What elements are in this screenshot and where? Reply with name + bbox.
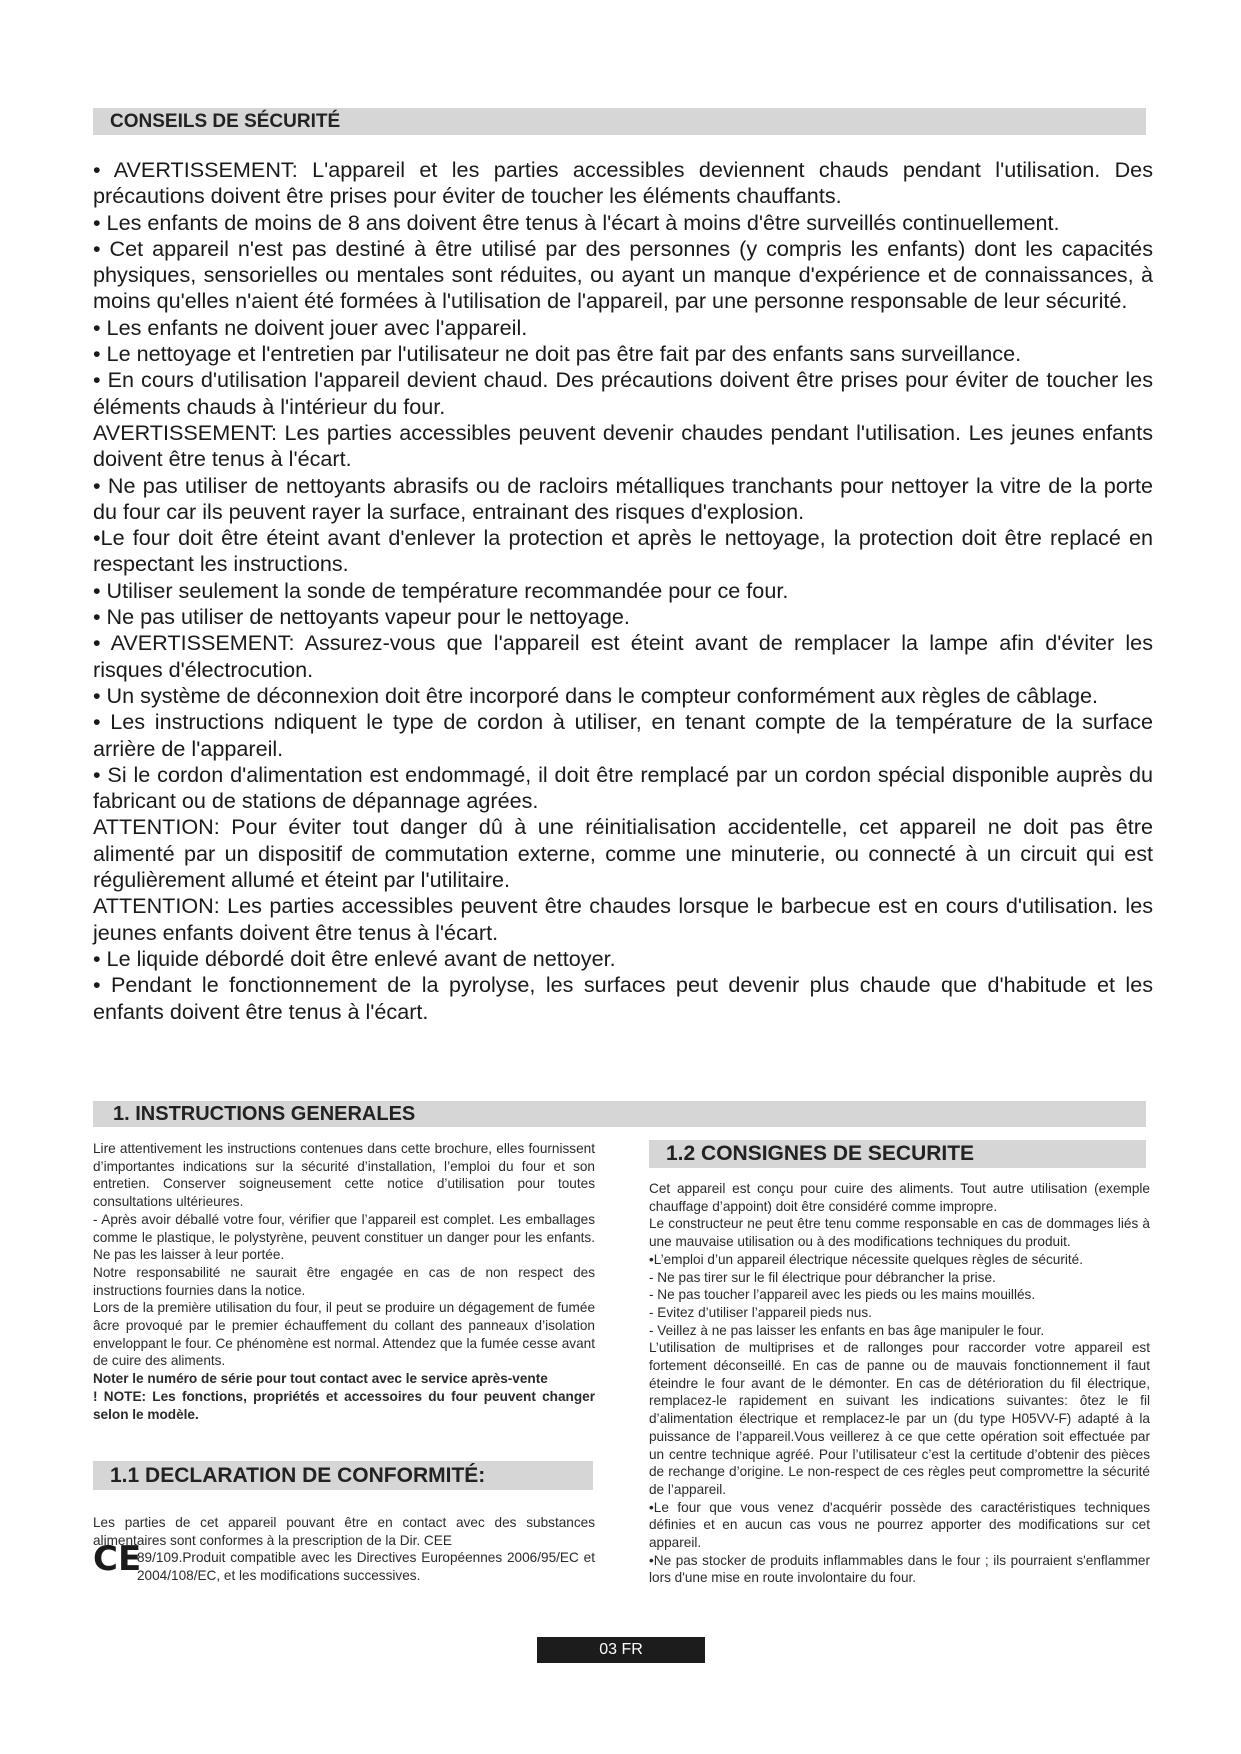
general-paragraph: Notre responsabilité ne saurait être engagée en cas de non respect des instructions fournies dans la notice. [93, 1264, 595, 1298]
safety-paragraph: • En cours d'utilisation l'appareil devient chaud. Des précautions doivent être prises pour éviter de toucher les éléments chauds à l'intérieur du four. [93, 367, 1153, 419]
safety-paragraph: • Le nettoyage et l'entretien par l'utilisateur ne doit pas être fait par des enfants sans surveillance. [93, 341, 1022, 367]
consignes-paragraph: •Le four que vous venez d'acquérir possède des caractéristiques techniques définies et en aucun cas vous ne pourrez apporter des modifications sur cet appareil. [649, 1499, 1150, 1551]
safety-paragraph: ATTENTION: Pour éviter tout danger dû à une réinitialisation accidentelle, cet appareil ne doit pas être alimenté par un dispositif de commutation externe, comme une minuterie, ou connecté à un circuit qui est régulièrement allumé et éteint par l'utilitaire. [93, 814, 1153, 893]
consignes-paragraph: Cet appareil est conçu pour cuire des aliments. Tout autre utilisation (exemple chauffage d’appoint) doit être considéré comme impropre. [649, 1181, 1150, 1214]
consignes-paragraph: •L’emploi d’un appareil électrique nécessite quelques règles de sécurité. [649, 1251, 1083, 1267]
ce-mark-icon [92, 1539, 142, 1579]
safety-paragraph: • Le liquide débordé doit être enlevé avant de nettoyer. [93, 945, 616, 971]
consignes-paragraph: •Ne pas stocker de produits inflammables dans le four ; ils pourraient s'enflammer lors d'une mise en route involontaire du four. [649, 1552, 1150, 1586]
safety-text-block [93, 157, 1153, 1025]
consignes-text-block [649, 1180, 1150, 1587]
page-number: 03 FR [537, 1637, 705, 1663]
conformity-line: Les parties de cet appareil pouvant être en contact avec des substances alimentaires sont conformes à la prescription de la Dir. CEE [93, 1515, 595, 1548]
safety-paragraph: • Cet appareil n'est pas destiné à être utilisé par des personnes (y compris les enfants) dont les capacités physiques, sensorielles ou mentales sont réduites, ou ayant un manque d'expérience et de connaissances, à moins qu'elles n'aient été formées à l'utilisation de l'appareil, par une personne responsable de leur sécurité. [93, 235, 1153, 314]
safety-paragraph: • Ne pas utiliser de nettoyants vapeur pour le nettoyage. [93, 604, 630, 630]
safety-section-title: CONSEILS DE SÉCURITÉ [93, 108, 1146, 135]
safety-paragraph: • AVERTISSEMENT: Assurez-vous que l'appareil est éteint avant de remplacer la lampe afin d'éviter les risques d'électrocution. [93, 630, 1153, 682]
serial-number-note: Noter le numéro de série pour tout contact avec le service après-vente [93, 1371, 548, 1387]
safety-paragraph: • AVERTISSEMENT: L'appareil et les parties accessibles deviennent chauds pendant l'utilisation. Des précautions doivent être prises pour éviter de toucher les éléments chauffants. [93, 157, 1153, 209]
consignes-paragraph: Le constructeur ne peut être tenu comme responsable en cas de dommages liés à une mauvaise utilisation ou à des modifications techniques du produit. [649, 1216, 1150, 1250]
consignes-paragraph: - Evitez d’utiliser l’appareil pieds nus. [649, 1304, 872, 1320]
consignes-paragraph: - Ne pas toucher l’appareil avec les pieds ou les mains mouillés. [649, 1287, 1036, 1303]
general-text-block [93, 1140, 595, 1423]
consignes-paragraph: - Veillez à ne pas laisser les enfants en bas âge manipuler le four. [649, 1322, 1045, 1338]
consignes-section-title: 1.2 CONSIGNES DE SECURITE [649, 1140, 1146, 1168]
consignes-paragraph: - Ne pas tirer sur le fil électrique pour débrancher la prise. [649, 1269, 996, 1285]
general-paragraph: Lire attentivement les instructions contenues dans cette brochure, elles fournissent d’importantes indications sur la sécurité d’installation, l’emploi du four et son entretien. Conserver soigneusement cette notice d’utilisation pour toutes consultations ultérieures. [93, 1141, 595, 1210]
conformity-text-block [93, 1514, 595, 1585]
safety-paragraph: • Utiliser seulement la sonde de température recommandée pour ce four. [93, 577, 789, 603]
conformity-section-title: 1.1 DECLARATION DE CONFORMITÉ: [93, 1461, 593, 1490]
general-paragraph: Lors de la première utilisation du four, il peut se produire un dégagement de fumée âcre provoqué par le premier échauffement du collant des panneaux d’isolation enveloppant le four. Ce phénomène est normal. Attendez que la fumée cesse avant de cuire des aliments. [93, 1300, 595, 1369]
consignes-paragraph: L’utilisation de multiprises et de rallonges pour raccorder votre appareil est fortement déconseillé. En cas de panne ou de mauvais fonctionnement il faut éteindre le four avant de le démonter. En cas de détérioration du fil électrique, remplacez-le rapidement en suivant les indications suivantes: ôtez le fil d’alimentation électrique et remplacez-le par un (du type H05VV-F) adapté à la puissance de l’appareil.Vous veillerez à ce que cette opération soit effectuée par un centre technique agréé. Pour l’utilisateur c’est la certitude d’obtenir des pièces de rechange d’origine. Le non-respect de ces règles peut compromettre la sécurité de l’appareil. [649, 1340, 1150, 1497]
safety-paragraph: • Si le cordon d'alimentation est endommagé, il doit être remplacé par un cordon spécial disponible auprès du fabricant ou de stations de dépannage agrées. [93, 761, 1153, 814]
safety-paragraph: •Le four doit être éteint avant d'enlever la protection et après le nettoyage, la protection doit être replacé en respectant les instructions. [93, 525, 1153, 577]
safety-paragraph: • Pendant le fonctionnement de la pyrolyse, les surfaces peut devenir plus chaude que d'habitude et les enfants doivent être tenus à l'écart. [93, 972, 1153, 1024]
safety-paragraph: • Un système de déconnexion doit être incorporé dans le compteur conformément aux règles de câblage. [93, 682, 1099, 708]
ce-mark-text: CE [93, 1539, 142, 1579]
safety-paragraph: AVERTISSEMENT: Les parties accessibles peuvent devenir chaudes pendant l'utilisation. Les jeunes enfants doivent être tenus à l'écart. [93, 419, 1153, 472]
general-section-title: 1. INSTRUCTIONS GENERALES [93, 1101, 1146, 1127]
safety-paragraph: • Les instructions ndiquent le type de cordon à utiliser, en tenant compte de la température de la surface arrière de l'appareil. [93, 709, 1153, 761]
conformity-line: 89/109.Produit compatible avec les Directives Européennes 2006/95/EC et 2004/108/EC, et les modifications successives. [137, 1550, 595, 1584]
safety-paragraph: • Les enfants ne doivent jouer avec l'appareil. [93, 314, 528, 340]
general-paragraph: - Après avoir déballé votre four, vérifier que l’appareil est complet. Les emballages comme le plastique, le polystyrène, peuvent constituer un danger pour les enfants. Ne pas les laisser à leur portée. [93, 1211, 595, 1263]
safety-paragraph: • Les enfants de moins de 8 ans doivent être tenus à l'écart à moins d'être surveillés continuellement. [93, 209, 1060, 235]
model-change-note: ! NOTE: Les fonctions, propriétés et accessoires du four peuvent changer selon le modèle. [93, 1388, 595, 1422]
safety-paragraph: ATTENTION: Les parties accessibles peuvent être chaudes lorsque le barbecue est en cours d'utilisation. les jeunes enfants doivent être tenus à l'écart. [93, 893, 1153, 945]
safety-paragraph: • Ne pas utiliser de nettoyants abrasifs ou de racloirs métalliques tranchants pour nettoyer la vitre de la porte du four car ils peuvent rayer la surface, entrainant des risques d'explosion. [93, 472, 1153, 524]
